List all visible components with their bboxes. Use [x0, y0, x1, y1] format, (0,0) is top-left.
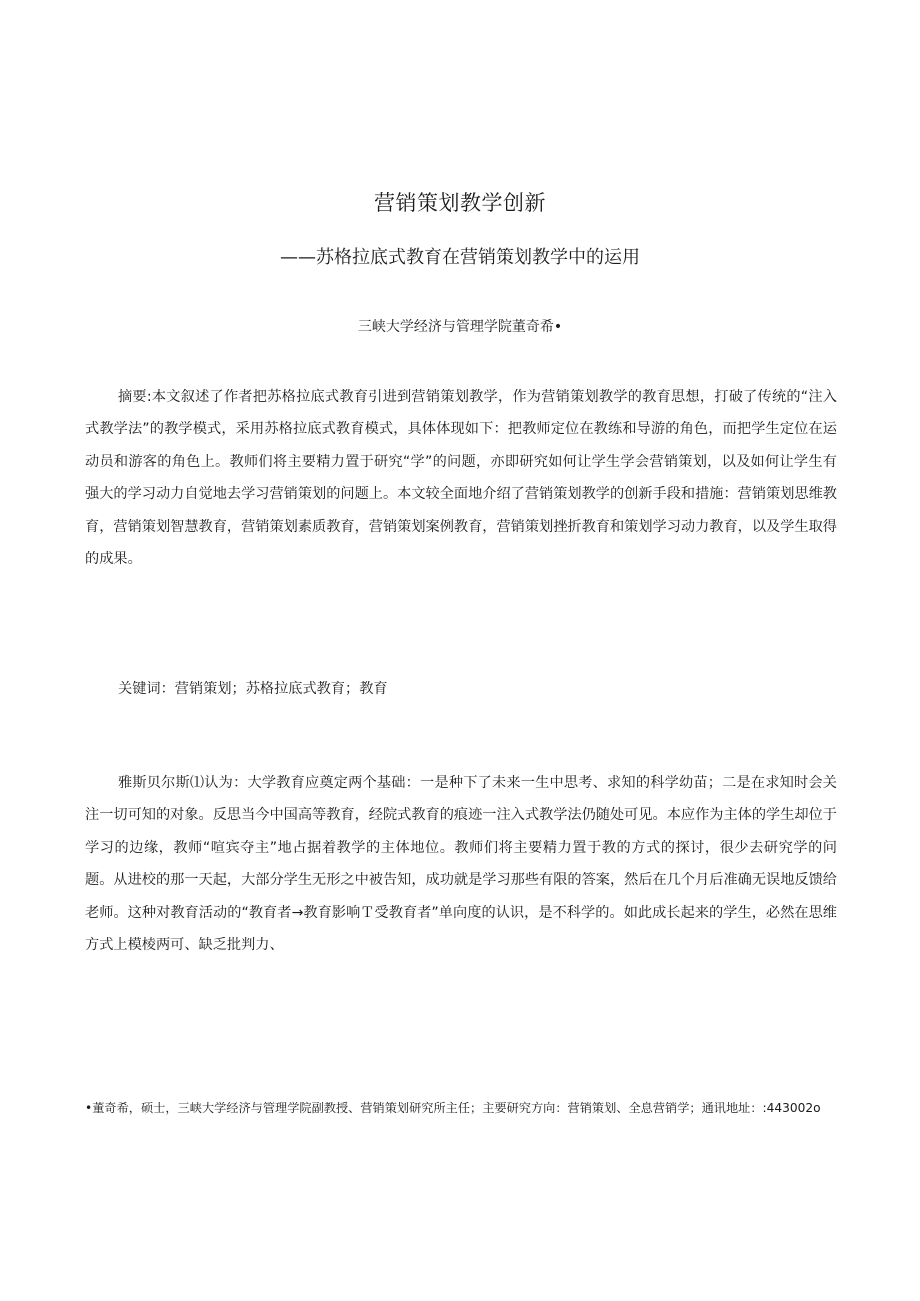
document-subtitle: ——苏格拉底式教育在营销策划教学中的运用 — [280, 247, 640, 268]
author-line: 三峡大学经济与管理学院董奇希• — [357, 319, 563, 335]
document-title: 营销策划教学创新 — [374, 191, 546, 215]
keywords-line: 关键词：营销策划；苏格拉底式教育；教育 — [118, 681, 388, 697]
body-paragraph: 雅斯贝尔斯⑴认为：大学教育应奠定两个基础：一是种下了未来一生中思考、求知的科学幼苗；二是在求知时会关注一切可知的对象。反思当今中国高等教育，经院式教育的痕迹一注入式教学法仍随处可见。本应作为主体的学生却位于学习的边缘，教师“喧宾夺主”地占据着教学的主体地位。教师们将主要精力置于教的方式的探讨，很少去研究学的问题。从进校的那一天起，大部分学生无形之中被告知，成功就是学习那些有限的答案，然后在几个月后准确无误地反馈给老师。这种对教育活动的“教育者→教育影响Ｔ受教育者”单向度的认识，是不科学的。如此成长起来的学生，必然在思维方式上模棱两可、缺乏批判力、 — [85, 775, 837, 954]
abstract-paragraph: 摘要:本文叙述了作者把苏格拉底式教育引进到营销策划教学，作为营销策划教学的教育思想，打破了传统的“注入式教学法”的教学模式，采用苏格拉底式教育模式，具体体现如下：把教师定位在教练和导游的角色，而把学生定位在运动员和游客的角色上。教师们将主要精力置于研究“学”的问题，亦即研究如何让学生学会营销策划，以及如何让学生有强大的学习动力自觉地去学习营销策划的问题上。本文较全面地介绍了营销策划教学的创新手段和措施：营销策划思维教育，营销策划智慧教育，营销策划素质教育，营销策划案例教育，营销策划挫折教育和策划学习动力教育，以及学生取得的成果。 — [85, 389, 837, 568]
author-footnote: •董奇希，硕士，三峡大学经济与管理学院副教授、营销策划研究所主任；主要研究方向：营销策划、全息营销学；通讯地址：:443002o — [85, 1101, 821, 1115]
